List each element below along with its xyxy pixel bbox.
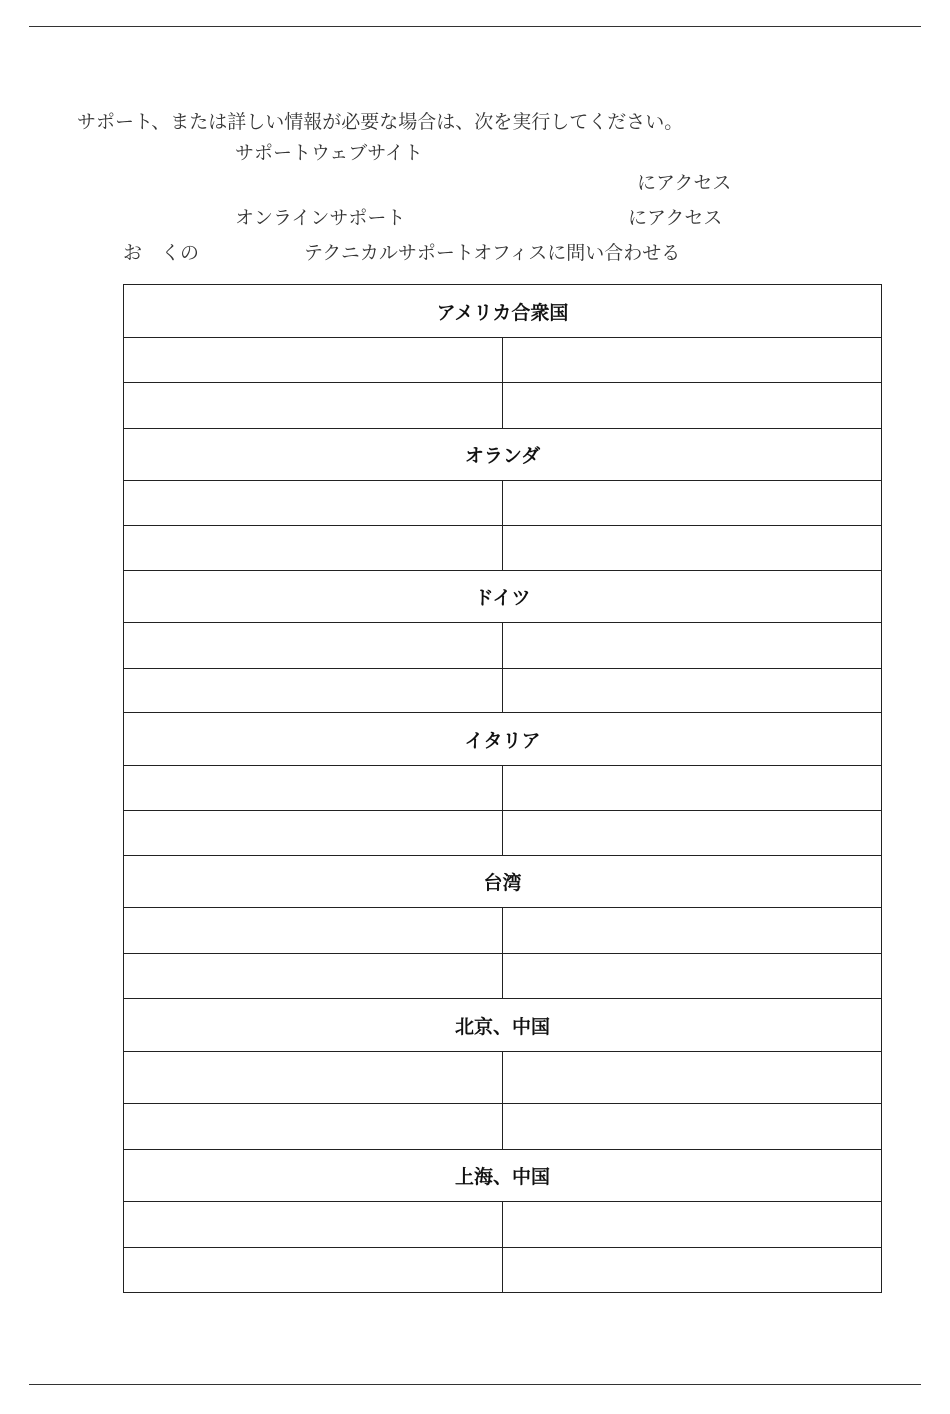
support-contact-table (123, 284, 882, 1293)
contact-value-cell (503, 383, 882, 429)
contact-label-cell (124, 623, 503, 669)
contact-label-cell (124, 481, 503, 526)
contact-value-cell (503, 1052, 882, 1104)
contact-label-cell (124, 338, 503, 383)
contact-value-cell (503, 811, 882, 856)
contact-label-cell (124, 766, 503, 811)
contact-value-cell (503, 1104, 882, 1150)
contact-value-cell (503, 1248, 882, 1293)
contact-label-cell (124, 1202, 503, 1248)
contact-row (124, 954, 882, 999)
region-row (124, 429, 882, 481)
region-row (124, 999, 882, 1052)
region-name: 台湾 (124, 856, 882, 908)
contact-label-cell (124, 526, 503, 571)
contact-row (124, 669, 882, 713)
contact-row (124, 481, 882, 526)
contact-value-cell (503, 766, 882, 811)
contact-label-cell (124, 1248, 503, 1293)
contact-value-cell (503, 1202, 882, 1248)
contact-label-cell (124, 383, 503, 429)
contact-label-cell (124, 1052, 503, 1104)
contact-row (124, 383, 882, 429)
region-name: イタリア (124, 713, 882, 766)
contact-value-cell (503, 481, 882, 526)
contact-label-cell (124, 1104, 503, 1150)
nearby-prefix-text: お くの (123, 242, 200, 264)
contact-row (124, 526, 882, 571)
contact-value-cell (503, 623, 882, 669)
contact-value-cell (503, 526, 882, 571)
top-rule (29, 26, 921, 27)
support-web-site-link[interactable]: サポートウェブサイト (235, 142, 423, 164)
region-name: ドイツ (124, 571, 882, 623)
contact-row (124, 623, 882, 669)
region-name: 北京、中国 (124, 999, 882, 1052)
contact-label-cell (124, 669, 503, 713)
contact-row (124, 338, 882, 383)
access-text-2: にアクセス (628, 207, 723, 229)
contact-row (124, 1052, 882, 1104)
contact-value-cell (503, 954, 882, 999)
region-name: オランダ (124, 429, 882, 481)
region-row (124, 856, 882, 908)
contact-row (124, 1248, 882, 1293)
region-row (124, 571, 882, 623)
region-name: 上海、中国 (124, 1150, 882, 1202)
contact-value-cell (503, 338, 882, 383)
contact-row (124, 1202, 882, 1248)
contact-label-cell (124, 954, 503, 999)
tech-support-office-text: テクニカルサポートオフィスに問い合わせる (304, 242, 681, 264)
contact-label-cell (124, 811, 503, 856)
intro-text: サポート、または詳しい情報が必要な場合は、次を実行してください。 (77, 111, 684, 133)
contact-row (124, 908, 882, 954)
bottom-rule (29, 1384, 921, 1385)
access-text-1: にアクセス (637, 172, 732, 194)
contact-row (124, 1104, 882, 1150)
contact-row (124, 811, 882, 856)
contact-row (124, 766, 882, 811)
contact-value-cell (503, 669, 882, 713)
region-row (124, 1150, 882, 1202)
region-row (124, 285, 882, 338)
online-support-link[interactable]: オンラインサポート (235, 207, 406, 229)
contact-value-cell (503, 908, 882, 954)
contact-label-cell (124, 908, 503, 954)
region-row (124, 713, 882, 766)
region-name: アメリカ合衆国 (124, 285, 882, 338)
